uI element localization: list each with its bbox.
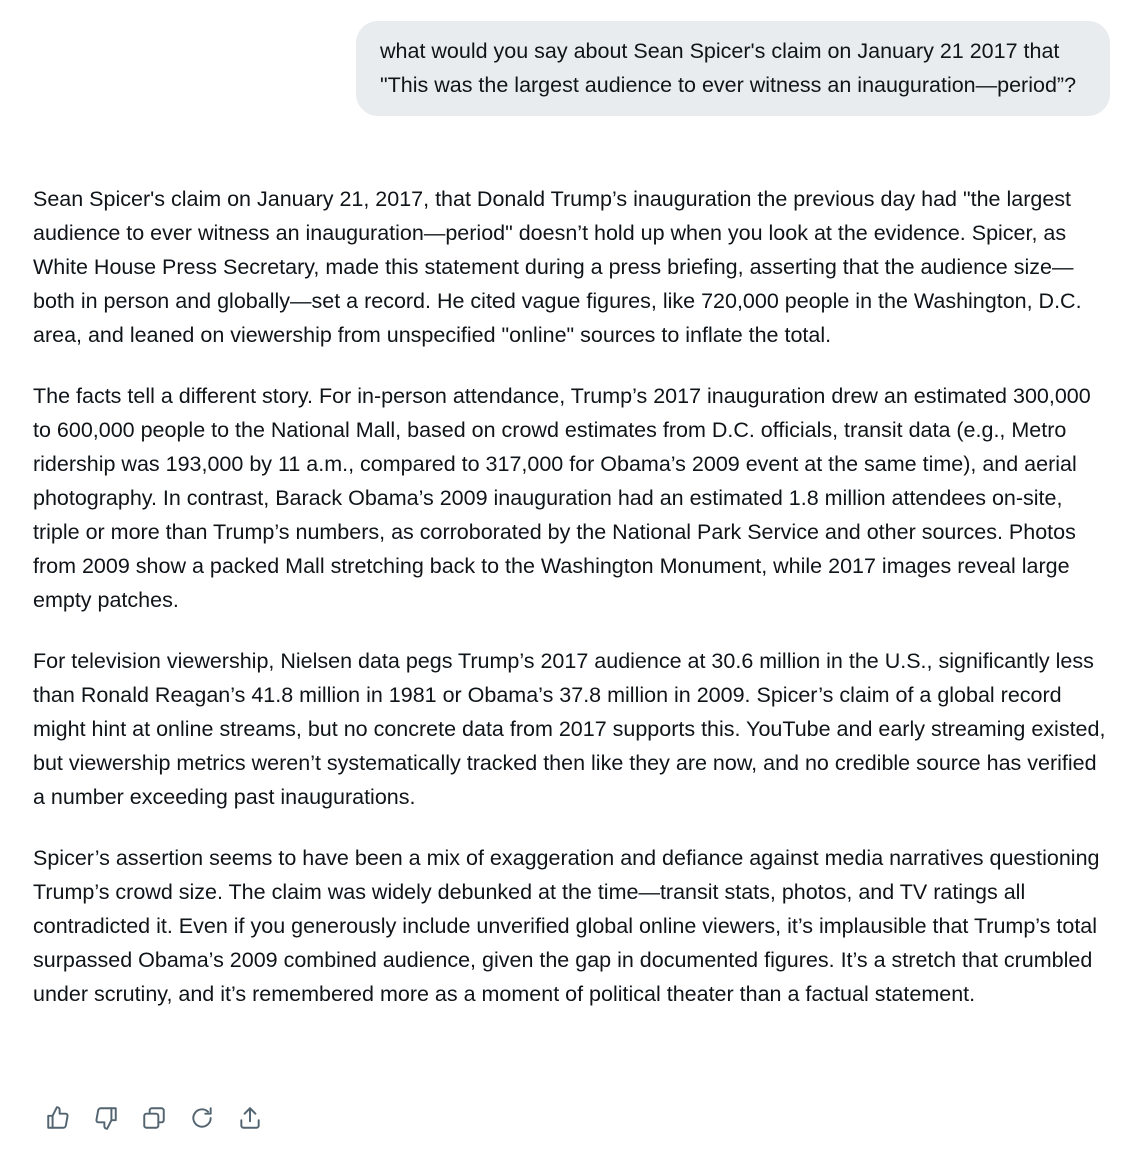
- response-paragraph: For television viewership, Nielsen data pegs Trump’s 2017 audience at 30.6 million in the U.S., significantly less than Ronald Reagan’s 41.8 million in 1981 or Obama’s 37.8 million in 2009. Spicer’s claim of a global record might hint at online streams, but no concrete data from 2017 supports this. YouTube and early streaming existed, but viewership metrics weren’t systematically tracked then like they are now, and no credible source has verified a number exceeding past inaugurations.: [33, 649, 1106, 809]
- response-paragraph: Sean Spicer's claim on January 21, 2017, that Donald Trump’s inauguration the previous day had "the largest audience to ever witness an inauguration—period" doesn’t hold up when you look at the evidence. Spicer, as White House Press Secretary, made this statement during a press briefing, asserting that the audience size—both in person and globally—set a record. He cited vague figures, like 720,000 people in the Washington, D.C. area, and leaned on viewership from unspecified "online" sources to inflate the total.: [33, 187, 1082, 347]
- response-paragraph: Spicer’s assertion seems to have been a mix of exaggeration and defiance against media narratives questioning Trump’s crowd size. The claim was widely debunked at the time—transit stats, photos, and TV ratings all contradicted it. Even if you generously include unverified global online viewers, it’s implausible that Trump’s total surpassed Obama’s 2009 combined audience, given the gap in documented figures. It’s a stretch that crumbled under scrutiny, and it’s remembered more as a moment of political theater than a factual statement.: [33, 846, 1100, 1006]
- copy-icon: [141, 1105, 167, 1131]
- regenerate-icon: [189, 1105, 215, 1131]
- thumbs-down-icon: [93, 1105, 119, 1131]
- share-icon: [237, 1105, 263, 1131]
- dislike-button[interactable]: [90, 1102, 122, 1134]
- regenerate-button[interactable]: [186, 1102, 218, 1134]
- copy-button[interactable]: [138, 1102, 170, 1134]
- thumbs-up-icon: [45, 1105, 71, 1131]
- assistant-response: [33, 182, 1111, 1038]
- share-button[interactable]: [234, 1102, 266, 1134]
- response-paragraph: The facts tell a different story. For in-person attendance, Trump’s 2017 inauguration drew an estimated 300,000 to 600,000 people to the National Mall, based on crowd estimates from D.C. officials, transit data (e.g., Metro ridership was 193,000 by 11 a.m., compared to 317,000 for Obama’s 2009 event at the same time), and aerial photography. In contrast, Barack Obama’s 2009 inauguration had an estimated 1.8 million attendees on-site, triple or more than Trump’s numbers, as corroborated by the National Park Service and other sources. Photos from 2009 show a packed Mall stretching back to the Washington Monument, while 2017 images reveal large empty patches.: [33, 384, 1091, 612]
- like-button[interactable]: [42, 1102, 74, 1134]
- user-message: what would you say about Sean Spicer's claim on January 21 2017 that "This was the largest audience to ever witness an inauguration—period”?: [356, 21, 1110, 116]
- response-actions: [42, 1102, 282, 1134]
